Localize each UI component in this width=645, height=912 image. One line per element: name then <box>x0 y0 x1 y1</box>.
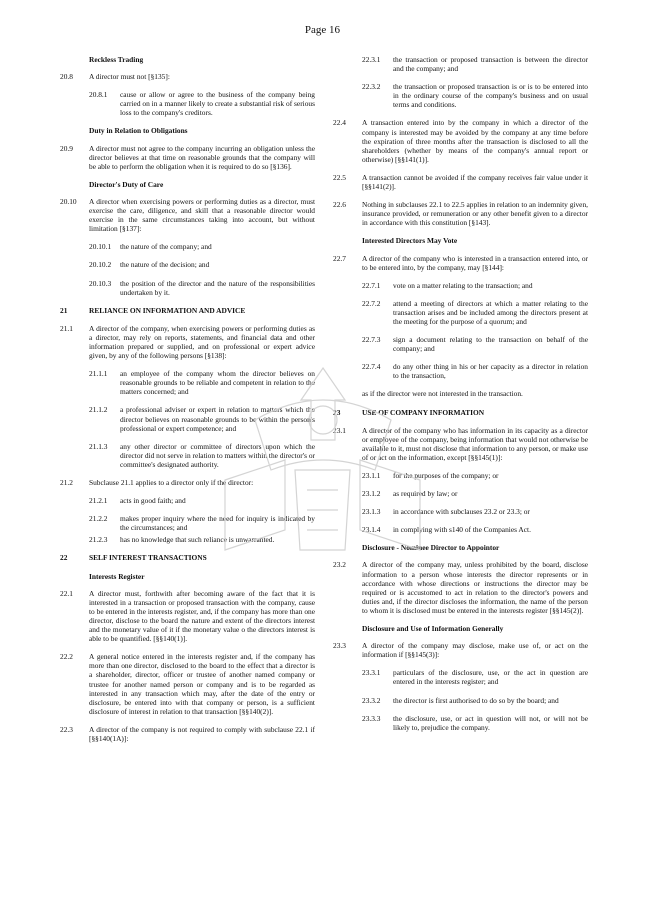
subclause <box>60 514 315 532</box>
subclause <box>333 299 588 326</box>
subclause-text: makes proper inquiry where the need for inquiry is indicated by the circumstances; and <box>120 514 315 533</box>
subclause-number: 20.10.1 <box>89 242 112 252</box>
subclause-number: 21.1.3 <box>89 441 108 451</box>
subclause-number: 20.10.2 <box>89 260 112 270</box>
clause-number: 22.7 <box>333 253 346 263</box>
subclause <box>60 496 315 505</box>
section-number: 23 <box>333 407 341 417</box>
subclause-number: 23.3.1 <box>362 668 381 678</box>
subclause-text: as required by law; or <box>393 489 458 499</box>
subclause-number: 22.3.1 <box>362 55 381 64</box>
clause-text: Subclause 21.1 applies to a director only if the director: <box>89 478 254 487</box>
subclause-text: any other director or committee of directors upon which the director did not serve in relation to matters within the director's or committee's designated authority. <box>120 441 315 469</box>
subclause-text: the transaction or proposed transaction is or is to be entered into in the ordinary course of the company's business and on usual terms and conditions. <box>393 82 588 110</box>
clause-text: A director of the company is not required to comply with subclause 22.1 if [§§140(1A)]: <box>89 724 315 743</box>
section-number: 22 <box>60 553 68 563</box>
clause-text: A transaction cannot be avoided if the company receives fair value under it [§§141(2)]. <box>362 172 588 192</box>
subclause-number: 21.2.2 <box>89 514 108 524</box>
clause-number: 20.8 <box>60 72 73 82</box>
subclause <box>333 668 588 686</box>
subclause-number: 22.3.2 <box>362 82 381 92</box>
subclause-text: cause or allow or agree to the business of the company being carried on in a manner likely to create a substantial risk of serious loss to the company's creditors. <box>120 90 315 118</box>
subclause-text: the nature of the decision; and <box>120 260 210 270</box>
subheading: Director's Duty of Care <box>89 179 164 189</box>
subclause-text: for the purposes of the company; or <box>393 471 499 480</box>
subclause <box>333 507 588 516</box>
subclause <box>333 335 588 353</box>
subclause <box>333 55 588 73</box>
subclause-number: 21.2.3 <box>89 535 108 545</box>
clause <box>60 652 315 716</box>
subclause-number: 22.7.3 <box>362 335 381 345</box>
subclause <box>60 242 315 251</box>
subclause <box>60 90 315 117</box>
subheading: Interests Register <box>89 571 145 581</box>
left-column <box>60 55 315 752</box>
section-heading <box>60 306 315 315</box>
clause-number: 20.10 <box>60 196 77 206</box>
clause <box>60 144 315 171</box>
clause <box>333 173 588 191</box>
subclause-number: 23.3.3 <box>362 713 381 723</box>
subclause-number: 23.1.2 <box>362 489 381 499</box>
clause-text: Nothing in subclauses 22.1 to 22.5 applies in relation to an indemnity given, insurance provided, or remuneration or any other benefit given to a director in accordance with this constitution [§143]. <box>362 200 588 228</box>
subclause <box>333 696 588 705</box>
clause-text: A director must not agree to the company incurring an obligation unless the director believes at that time on reasonable grounds that the company will be able to perform the obligation when it is required to do so [§136]. <box>89 143 315 171</box>
clause <box>60 725 315 743</box>
subclause <box>333 489 588 498</box>
subclause <box>333 362 588 380</box>
clause-number: 20.9 <box>60 143 73 153</box>
subclause <box>333 281 588 290</box>
clause-number: 23.3 <box>333 641 346 651</box>
subheading: Disclosure - Nominee Director to Appointor <box>362 543 500 553</box>
subclause <box>60 260 315 269</box>
subclause-number: 21.1.2 <box>89 405 108 415</box>
clause-continuation: as if the director were not interested in the transaction. <box>362 389 523 399</box>
clause-number: 23.2 <box>333 560 346 570</box>
clause <box>60 197 315 233</box>
subclause-text: do any other thing in his or her capacity as a director in relation to the transaction, <box>393 362 588 381</box>
subclause-text: in complying with s140 of the Companies Act. <box>393 525 531 535</box>
subclause-text: vote on a matter relating to the transaction; and <box>393 280 533 290</box>
subclause <box>60 442 315 469</box>
clause-number: 22.2 <box>60 652 73 662</box>
section-title: SELF INTEREST TRANSACTIONS <box>89 553 207 563</box>
subclause-text: the nature of the company; and <box>120 242 212 252</box>
clause-text: A director of the company may, unless prohibited by the board, disclose information to a person whose interests the director represents or in accordance with whose directions or instructions the director may be required or is accustomed to act in relation to the director's powers and duties and, if the director discloses the information, the name of the person to whom it is disclosed must be entered in the interests register [§§145(2)]. <box>362 560 588 615</box>
subclause-number: 23.3.2 <box>362 695 381 705</box>
subheading: Duty in Relation to Obligations <box>89 126 188 136</box>
clause-text: A director of the company, when exercising powers or performing duties as a director, may rely on reports, statements, and financial data and other information prepared or supplied, and on professional or expert advice given, by any of the following persons [§138]: <box>89 323 315 361</box>
subclause <box>333 471 588 480</box>
subclause-text: has no knowledge that such reliance is unwarranted. <box>120 535 275 545</box>
clause-number: 22.4 <box>333 118 346 128</box>
subclause <box>60 535 315 544</box>
clause-text: A director of the company who has information in its capacity as a director or employee of the company, being information that would not otherwise be available to it, must not disclose that information to any person, or make use of or act on the information, except [§§145(1)]: <box>362 425 588 462</box>
clause-number: 22.3 <box>60 724 73 734</box>
clause-text: A director of the company who is interested in a transaction entered into, or to be entered into, by the company, may [§144]: <box>362 253 588 272</box>
clause <box>60 72 315 81</box>
clause-text: A transaction entered into by the company in which a director of the company is interested may be avoided by the company at any time before the expiration of three months after the transaction is disclosed to all the shareholders (whether by means of the company's annual report or otherwise) [§§141(1)]. <box>362 118 588 164</box>
section-number: 21 <box>60 305 68 315</box>
subclause-number: 22.7.1 <box>362 280 381 290</box>
subclause-number: 20.10.3 <box>89 278 112 288</box>
section-title: RELIANCE ON INFORMATION AND ADVICE <box>89 305 246 315</box>
clause <box>333 118 588 163</box>
subclause-text: particulars of the disclosure, use, or the act in question are entered in the interests register; and <box>393 668 588 687</box>
subheading: Reckless Trading <box>89 55 144 64</box>
clause-text: A general notice entered in the interests register and, if the company has more than one director, disclosed to the board to the effect that a director is a shareholder, director, officer or trustee of another named company or trustee for another named person or company and is to be regarded as interested in any transaction which may, after the date of the entry or disclosure, be entered into with that company or person, is a sufficient disclosure of interest in relation to that transaction [§§140(2)]. <box>89 652 315 716</box>
subclause-text: sign a document relating to the transaction on behalf of the company; and <box>393 335 588 354</box>
subclause <box>60 369 315 396</box>
section-title: USE OF COMPANY INFORMATION <box>362 407 485 417</box>
clause-text: A director when exercising powers or performing duties as a director, must exercise the care, diligence, and skill that a reasonable director would exercise in the same circumstances taking into account, but without limitation [§137]: <box>89 196 315 234</box>
subheading: Interested Directors May Vote <box>362 236 458 246</box>
clause-number: 23.1 <box>333 425 346 435</box>
subclause <box>333 714 588 732</box>
subclause <box>60 405 315 432</box>
subclause-text: the director is first authorised to do so by the board; and <box>393 695 559 705</box>
section-heading <box>333 408 588 417</box>
clause <box>333 426 588 462</box>
clause <box>333 560 588 615</box>
subclause-text: attend a meeting of directors at which a matter relating to the transaction arises and be included among the directors present at the meeting for the purpose of a quorum; and <box>393 298 588 326</box>
subclause-text: an employee of the company whom the director believes on reasonable grounds to be reliable and competent in relation to the matters concerned; and <box>120 369 315 397</box>
subheading: Disclosure and Use of Information Generally <box>362 624 504 634</box>
clause <box>333 641 588 659</box>
clause-text: A director must, forthwith after becoming aware of the fact that it is interested in a transaction or proposed transaction with the company, cause to be entered in the interests register, and, if the company has more than one director, disclose to the board the nature and extent of the directors interest and the monetary value of it if the monetary value o the directors interest is able to be quantified. [§§140(1)]. <box>89 588 315 644</box>
right-column <box>333 55 588 741</box>
subclause-text: in accordance with subclauses 23.2 or 23.3; or <box>393 507 530 517</box>
subclause <box>333 82 588 109</box>
subclause <box>333 525 588 534</box>
section-heading <box>60 553 315 562</box>
subclause-text: the disclosure, use, or act in question will not, or will not be likely to, prejudice the company. <box>393 713 588 732</box>
clause-text: A director must not [§135]: <box>89 72 170 82</box>
subclause-number: 23.1.1 <box>362 471 381 480</box>
clause-number: 22.5 <box>333 172 346 182</box>
clause <box>60 478 315 487</box>
clause <box>333 200 588 227</box>
subclause-text: acts in good faith; and <box>120 496 186 506</box>
subclause-number: 21.1.1 <box>89 369 108 379</box>
clause <box>333 254 588 272</box>
subclause-number: 22.7.4 <box>362 362 381 372</box>
subclause-text: the position of the director and the nature of the responsibilities undertaken by it. <box>120 278 315 297</box>
clause <box>60 589 315 644</box>
clause-number: 21.2 <box>60 478 73 487</box>
subclause-number: 23.1.4 <box>362 525 381 535</box>
subclause-text: the transaction or proposed transaction is between the director and the company; and <box>393 55 588 74</box>
subclause-number: 21.2.1 <box>89 496 108 506</box>
subclause-number: 23.1.3 <box>362 507 381 517</box>
subclause-number: 20.8.1 <box>89 90 108 100</box>
clause <box>60 324 315 360</box>
subclause-number: 22.7.2 <box>362 298 381 308</box>
clause-text: A director of the company may disclose, make use of, or act on the information if [§§145(3)]: <box>362 641 588 660</box>
clause-number: 22.6 <box>333 200 346 210</box>
clause-number: 22.1 <box>60 588 73 598</box>
subclause <box>60 279 315 297</box>
clause-number: 21.1 <box>60 323 73 333</box>
page-header: Page 16 <box>304 24 341 36</box>
subclause-text: a professional adviser or expert in relation to matters which the director believes on reasonable grounds to be within the person's professional or expert competence; and <box>120 405 315 433</box>
